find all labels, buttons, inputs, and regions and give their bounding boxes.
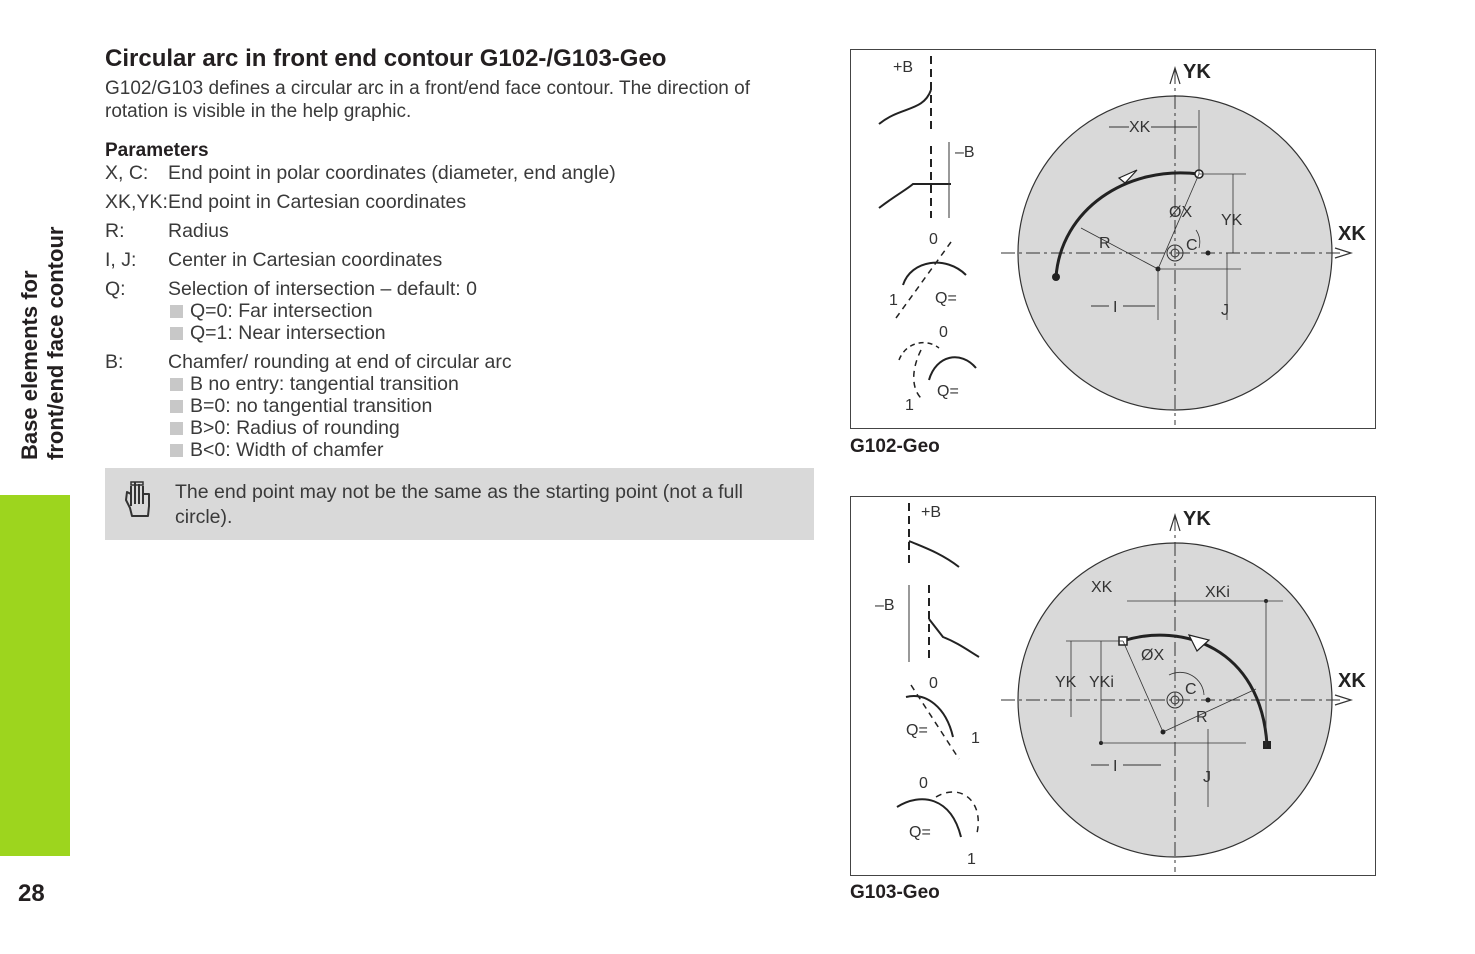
param-key: Q: xyxy=(105,278,126,300)
intro-text: G102/G103 defines a circular arc in a front/end face contour. The direction of rotation is visible in the help graphic. xyxy=(105,78,750,122)
param-option-text: B>0: Radius of rounding xyxy=(190,417,400,439)
param-q xyxy=(105,278,815,344)
label-xk: XK xyxy=(1091,579,1113,596)
parameters-heading: Parameters xyxy=(105,140,209,161)
bullet-square-icon xyxy=(170,327,183,340)
param-option-text: B<0: Width of chamfer xyxy=(190,439,384,461)
label-xk: XK xyxy=(1129,119,1151,136)
label-plus-b: +B xyxy=(921,504,942,521)
label-i: I xyxy=(1113,758,1118,775)
param-option xyxy=(168,417,815,439)
param-desc xyxy=(168,278,815,344)
figure-g103 xyxy=(850,496,1376,876)
param-desc: End point in Cartesian coordinates xyxy=(168,191,467,213)
label-qeq-a: Q= xyxy=(935,290,957,307)
label-q0-a: 0 xyxy=(929,675,938,692)
label-c: C xyxy=(1186,237,1198,254)
param-i-j xyxy=(105,249,815,271)
label-dx: ØX xyxy=(1169,204,1193,221)
label-r: R xyxy=(1099,235,1111,252)
figure-g102 xyxy=(850,49,1376,429)
page-title: Circular arc in front end contour G102-/G103-Geo xyxy=(105,45,667,72)
param-desc: Center in Cartesian coordinates xyxy=(168,249,443,271)
param-xk-yk xyxy=(105,191,815,213)
param-option xyxy=(168,439,815,461)
param-desc: Radius xyxy=(168,220,229,242)
label-xk-axis: XK xyxy=(1338,223,1366,245)
label-q1-a: 1 xyxy=(971,730,980,747)
label-dx: ØX xyxy=(1141,647,1165,664)
label-yk: YK xyxy=(1221,212,1243,229)
param-option-text: B=0: no tangential transition xyxy=(190,395,433,417)
param-option xyxy=(168,395,815,417)
bullet-square-icon xyxy=(170,422,183,435)
sidebar-title-line2: front/end face contour xyxy=(43,226,68,460)
param-option-text: Q=0: Far intersection xyxy=(190,300,373,322)
label-q0-b: 0 xyxy=(939,324,948,341)
param-desc-text: Chamfer/ rounding at end of circular arc xyxy=(168,351,512,373)
param-option xyxy=(168,300,815,322)
bullet-square-icon xyxy=(170,400,183,413)
param-option xyxy=(168,322,815,344)
label-q1-b: 1 xyxy=(967,851,976,868)
label-q0-a: 0 xyxy=(929,231,938,248)
note-box xyxy=(105,468,814,540)
label-qeq-b: Q= xyxy=(937,383,959,400)
param-r xyxy=(105,220,815,242)
figure-caption-g103: G103-Geo xyxy=(850,882,940,903)
figure-caption-g102: G102-Geo xyxy=(850,436,940,457)
label-q1-a: 1 xyxy=(889,292,898,309)
bullet-square-icon xyxy=(170,305,183,318)
param-b xyxy=(105,351,815,461)
param-desc xyxy=(168,351,815,461)
label-c: C xyxy=(1185,681,1197,698)
label-j: J xyxy=(1221,302,1229,319)
param-key: B: xyxy=(105,351,124,373)
label-yk-axis: YK xyxy=(1183,508,1211,530)
label-minus-b: –B xyxy=(955,144,975,161)
param-desc: End point in polar coordinates (diameter, end angle) xyxy=(168,162,616,184)
param-option-text: Q=1: Near intersection xyxy=(190,322,386,344)
param-option-text: B no entry: tangential transition xyxy=(190,373,459,395)
label-i: I xyxy=(1113,299,1118,316)
note-text: The end point may not be the same as the starting point (not a full circle). xyxy=(175,481,744,528)
param-key: I, J: xyxy=(105,249,137,271)
param-x-c xyxy=(105,162,815,184)
bullet-square-icon xyxy=(170,444,183,457)
label-qeq-a: Q= xyxy=(906,722,928,739)
sidebar-section-title xyxy=(17,160,69,460)
param-desc-text: Selection of intersection – default: 0 xyxy=(168,278,477,300)
label-xki: XKi xyxy=(1205,584,1230,601)
label-yki: YKi xyxy=(1089,674,1114,691)
label-plus-b: +B xyxy=(893,59,914,76)
bullet-square-icon xyxy=(170,378,183,391)
pointing-hand-icon xyxy=(105,480,175,530)
sidebar-accent-tab xyxy=(0,495,70,856)
param-key: R: xyxy=(105,220,125,242)
label-xk-axis: XK xyxy=(1338,670,1366,692)
label-yk-axis: YK xyxy=(1183,61,1211,83)
main-content xyxy=(105,44,815,540)
label-minus-b: –B xyxy=(875,597,895,614)
end-point xyxy=(1263,741,1271,749)
start-point xyxy=(1052,273,1060,281)
sidebar-title-line1: Base elements for xyxy=(17,270,42,460)
param-option xyxy=(168,373,815,395)
label-q0-b: 0 xyxy=(919,775,928,792)
label-j: J xyxy=(1203,769,1211,786)
label-q1-b: 1 xyxy=(905,397,914,414)
page-number: 28 xyxy=(18,880,45,907)
label-qeq-b: Q= xyxy=(909,824,931,841)
param-key: X, C: xyxy=(105,162,149,184)
label-r: R xyxy=(1196,709,1208,726)
param-key: XK,YK: xyxy=(105,191,168,213)
label-yk: YK xyxy=(1055,674,1077,691)
